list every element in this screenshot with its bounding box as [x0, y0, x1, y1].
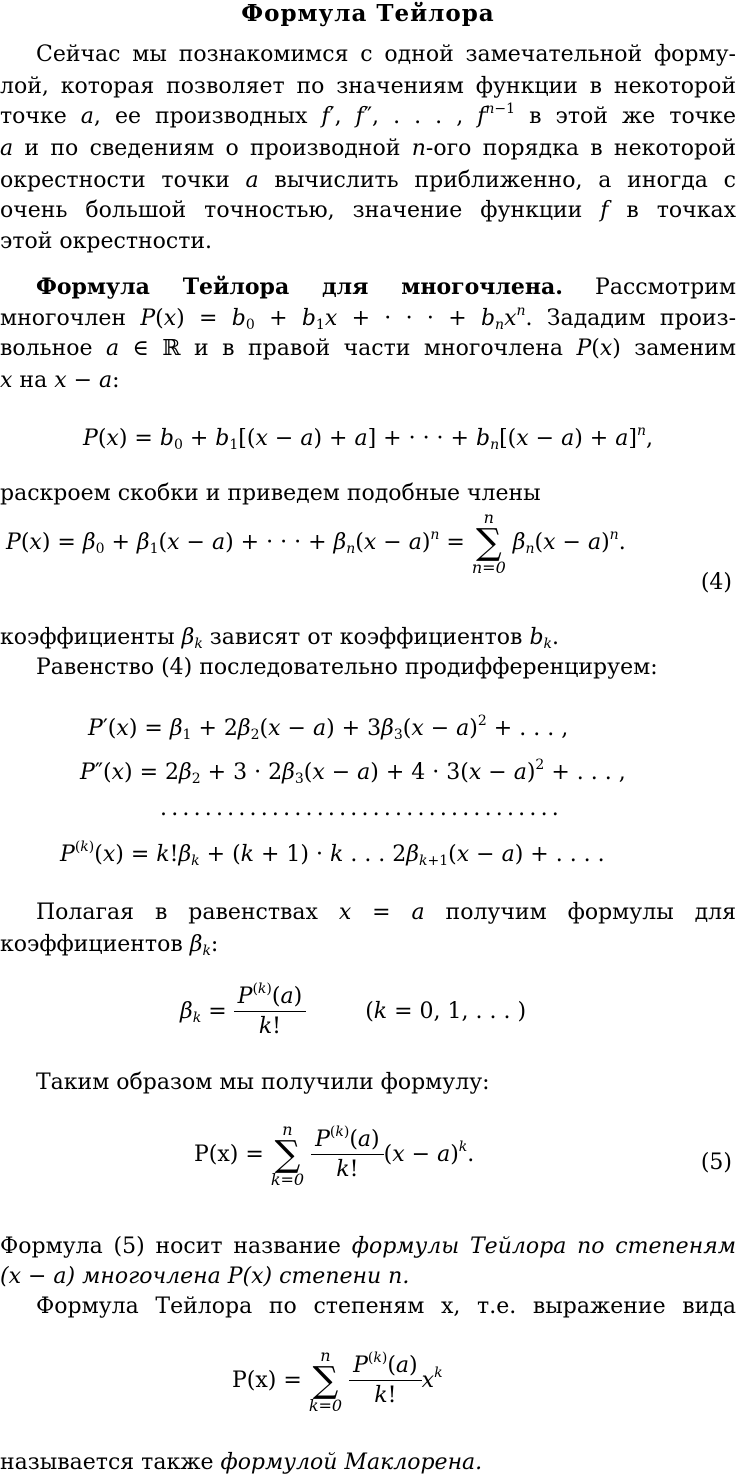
- equation-substitution: $P(x) = b_0 + b_1[(x - a) + a]$ + · · · + $b_n[(x - a) + a]^n$,: [83, 423, 653, 453]
- section-line-2: многочлен $P(x) = b_0 + b_1x$ + · · · + $b_nx^n$. Зададим произ-: [0, 303, 736, 333]
- intro-line-6: очень большой точностью, значение функции f в точках: [0, 198, 736, 223]
- fraction: $\frac{P^{(k)}(a)}{k!}$: [311, 1129, 384, 1181]
- fraction: $\frac{P^{(k)}(a)}{k!}$: [234, 986, 307, 1038]
- sum-symbol: n ∑ k=0: [270, 1120, 305, 1189]
- intro-line-4: a и по сведениям о производной n-ого порядка в некоторой: [0, 136, 736, 161]
- equation-maclaurin: P(x) = n ∑ k=0 $\frac{P^{(k)}(a)}{k!}$ $x^k$: [232, 1346, 443, 1415]
- section-line-3: вольное a ∈ ℝ и в правой части многочлена P(x) заменим: [0, 336, 736, 361]
- intro-line-1: Сейчас мы познакомимся с одной замечательной форму-: [36, 42, 736, 67]
- section-heading: Формула Тейлора для многочлена.: [36, 274, 563, 300]
- equation-5: P(x) = n ∑ k=0 $\frac{P^{(k)}(a)}{k!}$ $(x - a)^k$.: [194, 1120, 475, 1189]
- derivative-k: $P^{(k)}(x) = k!\beta_k + (k + 1) \cdot k$ . . . $2\beta_{k+1}(x - a)$ + . . . .: [60, 839, 605, 869]
- intro-line-7: этой окрестности.: [0, 229, 213, 254]
- text-final: называется также формулой Маклорена.: [0, 1450, 483, 1475]
- text-diff: Равенство (4) последовательно продифференцируем:: [36, 655, 658, 680]
- text-result: Таким образом мы получили формулу:: [36, 1070, 490, 1095]
- text-powers: Формула Тейлора по степеням x, т.е. выражение вида: [36, 1294, 736, 1319]
- derivative-1: $P'(x) = \beta_1 + 2\beta_2(x - a) + 3\beta_3(x - a)^2$ + . . . ,: [88, 713, 569, 743]
- text-setting-2: коэффициентов $\beta_k$:: [0, 932, 219, 959]
- equation-number-4: (4): [700, 570, 732, 595]
- text-coef: коэффициенты $\beta_k$ зависят от коэффициентов $b_k$.: [0, 625, 560, 652]
- text-name-1: Формула (5) носит название формулы Тейлора по степеням: [0, 1234, 736, 1259]
- fraction: $\frac{P^{(k)}(a)}{k!}$: [349, 1355, 422, 1407]
- equation-number-5: (5): [700, 1150, 732, 1175]
- sum-symbol: n ∑ n=0: [471, 508, 506, 577]
- dotted-row: ....................................: [160, 796, 563, 821]
- section-line-1: Формула Тейлора для многочлена. Рассмотрим: [36, 274, 736, 300]
- intro-line-2: лой, которая позволяет по значениям функции в некоторой: [0, 74, 736, 99]
- text-expand: раскроем скобки и приведем подобные члены: [0, 481, 541, 506]
- derivative-2: $P''(x) = 2\beta_2 + 3 \cdot 2\beta_3(x - a) + 4 \cdot 3(x - a)^2$ + . . . ,: [80, 757, 626, 787]
- page-title: Формула Тейлора: [241, 0, 495, 27]
- text-name-2: (x − a) многочлена P(x) степени n.: [0, 1264, 410, 1289]
- equation-4: $P(x) = \beta_0 + \beta_1(x - a)$ + · · · + $\beta_n(x - a)^n$ = n ∑ n=0 $\beta_n(x - a)^n$.: [6, 508, 626, 577]
- text-setting-1: Полагая в равенствах x = a получим формулы для: [36, 900, 736, 925]
- intro-line-5: окрестности точки a вычислить приближенно, а иногда с: [0, 168, 736, 193]
- section-line-4: x на x − a:: [0, 368, 120, 393]
- sum-symbol: n ∑ k=0: [308, 1346, 343, 1415]
- equation-beta: $\beta_k$ = $\frac{P^{(k)}(a)}{k!}$ (k = 0, 1, . . . ): [180, 981, 527, 1039]
- intro-line-3: точке a, ее производных f′, f″, . . . , $f^{n-1}$ в этой же точке: [0, 101, 736, 129]
